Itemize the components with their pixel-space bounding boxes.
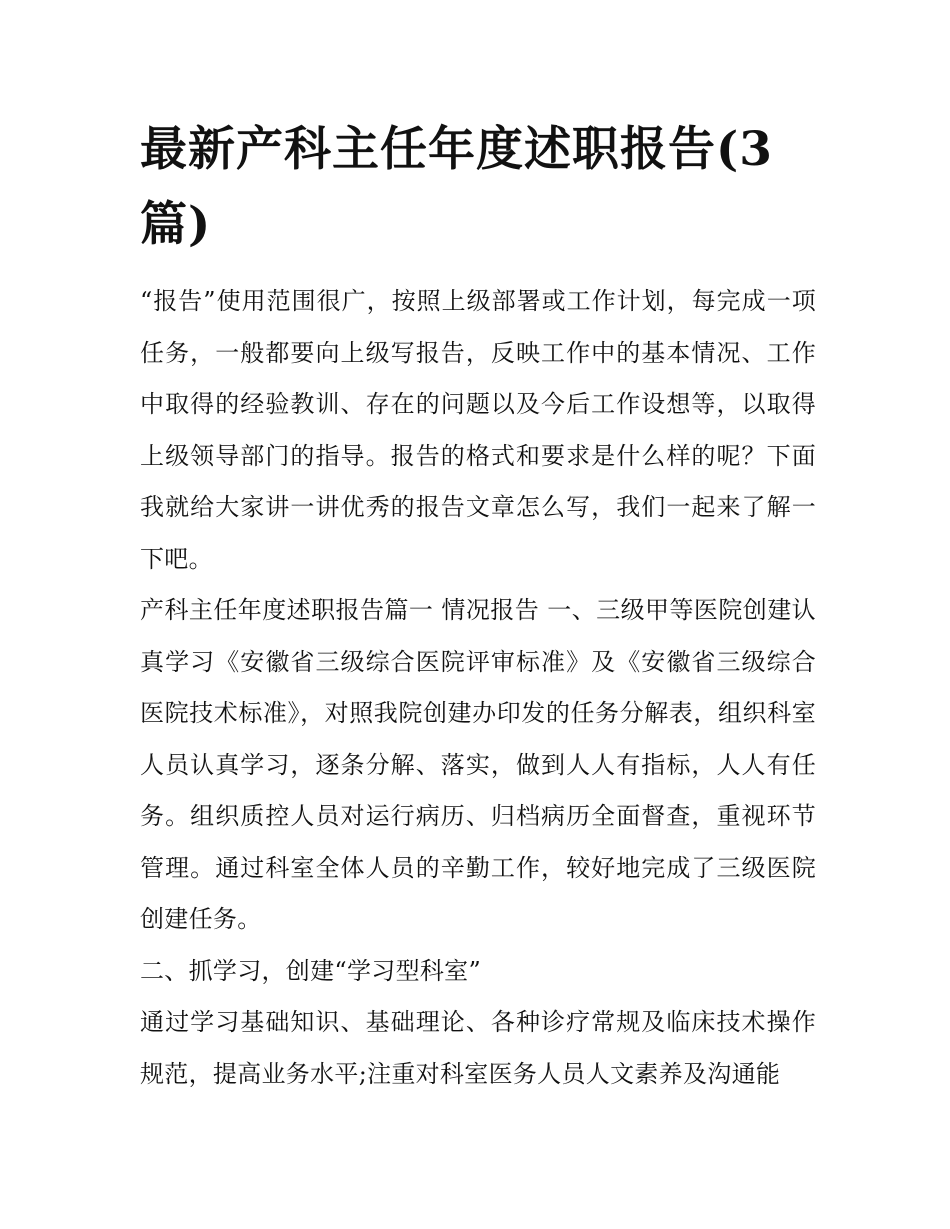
document-title: 最新产科主任年度述职报告(3篇) [140, 122, 773, 252]
document-body [140, 276, 816, 1100]
paragraph-intro: “报告”使用范围很广，按照上级部署或工作计划，每完成一项任务，一般都要向上级写报告，反映工作中的基本情况、工作中取得的经验教训、存在的问题以及今后工作设想等，以取得上级领导部门的指导。报告的格式和要求是什么样的呢？下面我就给大家讲一讲优秀的报告文章怎么写，我们一起来了解一下吧。 [140, 287, 816, 573]
paragraph-section-two-body: 通过学习基础知识、基础理论、各种诊疗常规及临床技术操作规范，提高业务水平;注重对科室医务人员人文素养及沟通能 [140, 1008, 816, 1088]
paragraph-section-two-heading: 二、抓学习，创建“学习型科室” [140, 956, 482, 985]
paragraph-section-one: 产科主任年度述职报告篇一 情况报告 一、三级甲等医院创建认真学习《安徽省三级综合医院评审标准》及《安徽省三级综合医院技术标准》，对照我院创建办印发的任务分解表，组织科室人员认真学习，逐条分解、落实，做到人人有指标，人人有任务。组织质控人员对运行病历、归档病历全面督查，重视环节管理。通过科室全体人员的辛勤工作，较好地完成了三级医院创建任务。 [140, 596, 816, 933]
